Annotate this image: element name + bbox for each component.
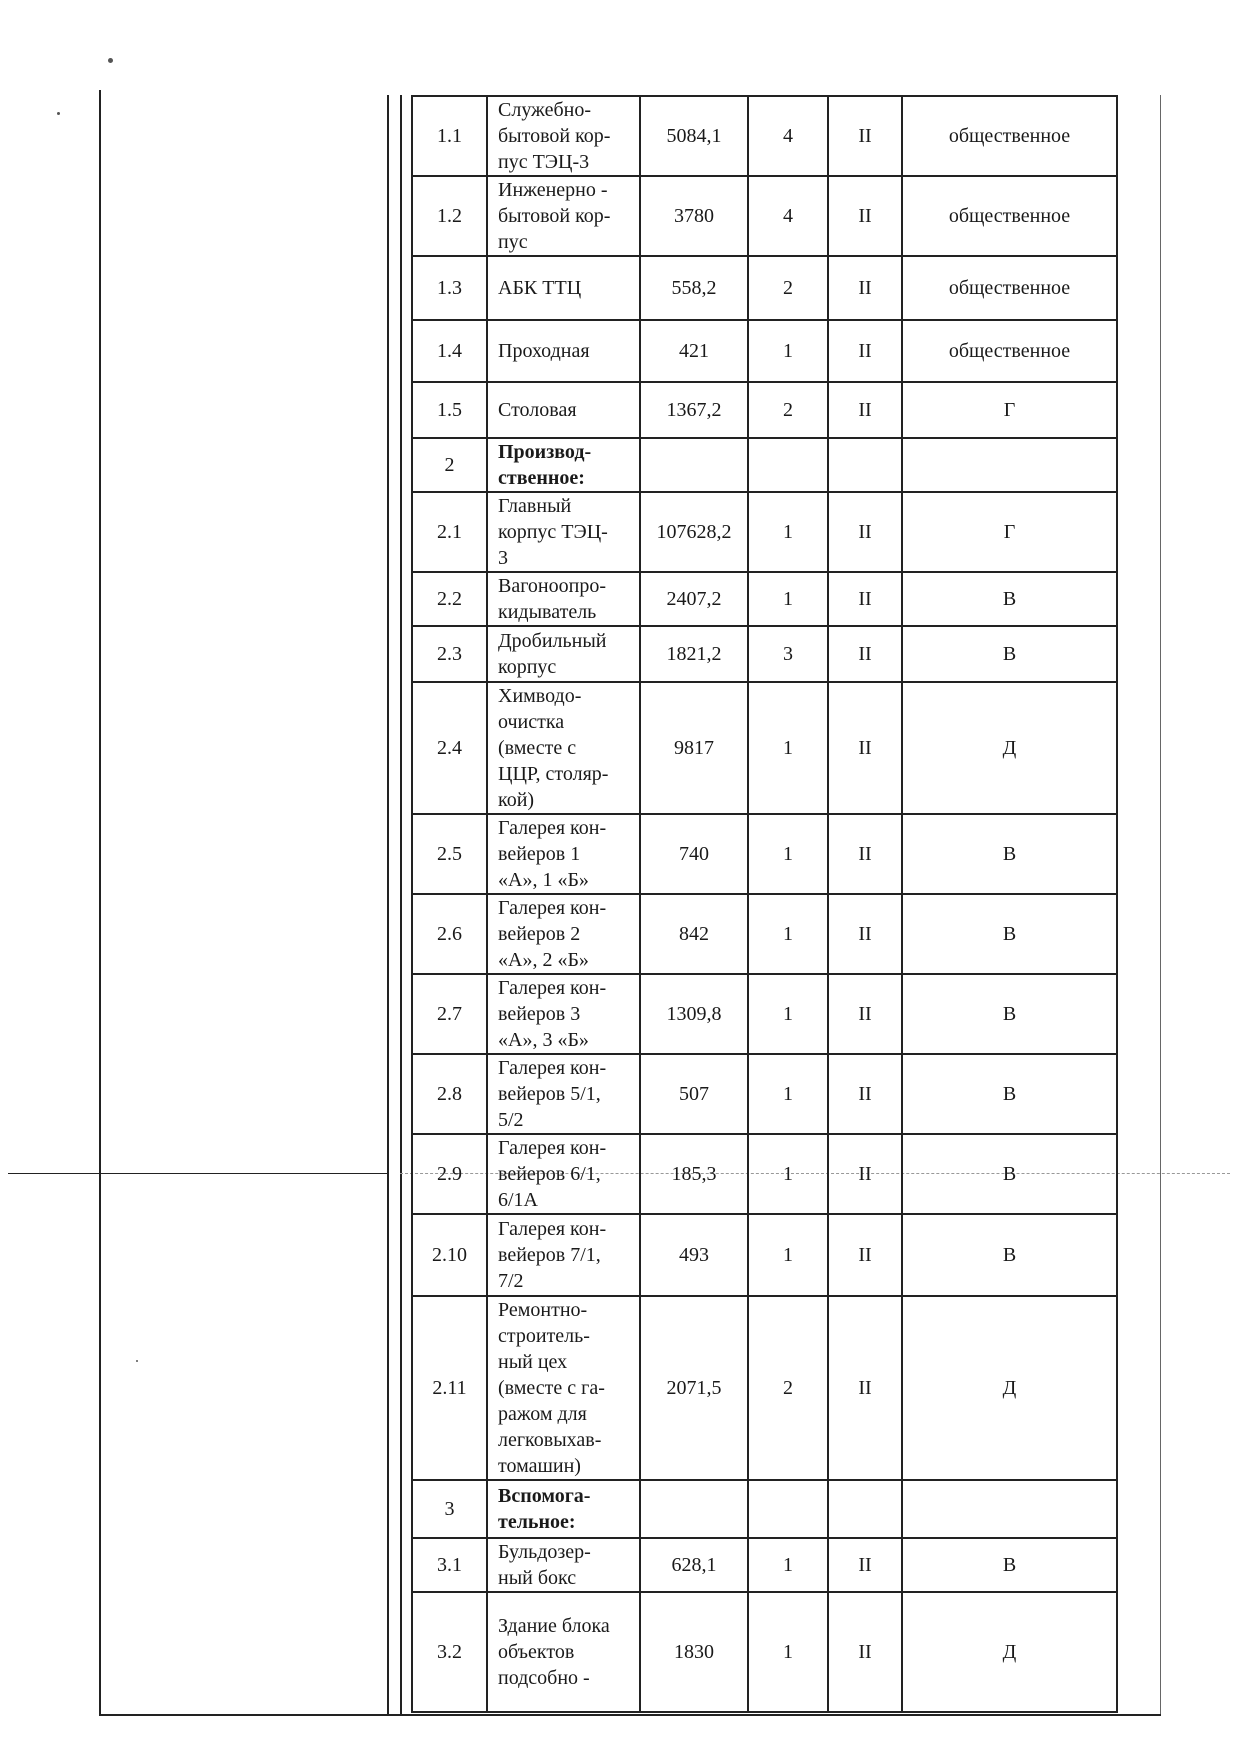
table-row — [412, 1214, 1117, 1296]
cell-category: общественное — [902, 320, 1117, 382]
cell-floors: 1 — [748, 814, 828, 894]
cell-degree: II — [828, 1134, 902, 1214]
cell-category — [902, 438, 1117, 492]
cell-floors: 4 — [748, 176, 828, 256]
cell-floors: 1 — [748, 1592, 828, 1712]
cell-name: Вагоноопро- кидыватель — [487, 572, 640, 626]
left-frame-line — [99, 90, 101, 1715]
cell-name: Галерея кон- вейеров 6/1, 6/1А — [487, 1134, 640, 1214]
cell-category: Г — [902, 382, 1117, 438]
table-row — [412, 1592, 1117, 1712]
cell-floors — [748, 438, 828, 492]
cell-area: 107628,2 — [640, 492, 748, 572]
cell-category: В — [902, 1134, 1117, 1214]
cell-name: Главный корпус ТЭЦ- 3 — [487, 492, 640, 572]
cell-floors: 1 — [748, 894, 828, 974]
cell-degree: II — [828, 96, 902, 176]
table-row — [412, 382, 1117, 438]
cell-floors: 1 — [748, 1054, 828, 1134]
cell-num: 2.6 — [412, 894, 487, 974]
inner-frame-line-1 — [387, 95, 389, 1715]
cell-degree: II — [828, 626, 902, 682]
cell-name: Производ- ственное: — [487, 438, 640, 492]
cell-num: 2.11 — [412, 1296, 487, 1480]
cell-floors: 1 — [748, 572, 828, 626]
cell-area: 740 — [640, 814, 748, 894]
cell-name: Столовая — [487, 382, 640, 438]
cell-num: 3.1 — [412, 1538, 487, 1592]
table-row — [412, 256, 1117, 320]
cell-degree — [828, 1480, 902, 1538]
table-row — [412, 814, 1117, 894]
cell-floors: 1 — [748, 492, 828, 572]
cell-area: 1309,8 — [640, 974, 748, 1054]
cell-category — [902, 1480, 1117, 1538]
table-row — [412, 974, 1117, 1054]
cell-area: 185,3 — [640, 1134, 748, 1214]
cell-name: Галерея кон- вейеров 1 «А», 1 «Б» — [487, 814, 640, 894]
cell-area: 842 — [640, 894, 748, 974]
cell-name: Галерея кон- вейеров 3 «А», 3 «Б» — [487, 974, 640, 1054]
cell-num: 2.7 — [412, 974, 487, 1054]
cell-floors: 1 — [748, 1134, 828, 1214]
cell-name: Галерея кон- вейеров 2 «А», 2 «Б» — [487, 894, 640, 974]
table-row — [412, 1480, 1117, 1538]
cell-degree: II — [828, 492, 902, 572]
cell-floors: 1 — [748, 320, 828, 382]
cell-num: 1.5 — [412, 382, 487, 438]
cell-name: Химводо- очистка (вместе с ЦЦР, столяр- кой) — [487, 682, 640, 814]
cell-floors: 1 — [748, 1538, 828, 1592]
cell-category: общественное — [902, 176, 1117, 256]
cell-area: 421 — [640, 320, 748, 382]
table-row — [412, 1296, 1117, 1480]
cell-num: 2.2 — [412, 572, 487, 626]
cell-category: В — [902, 974, 1117, 1054]
cell-num: 1.2 — [412, 176, 487, 256]
cell-floors: 2 — [748, 382, 828, 438]
cell-name: Инженерно - бытовой кор- пус — [487, 176, 640, 256]
scan-speck — [136, 1360, 138, 1362]
cell-name: Галерея кон- вейеров 5/1, 5/2 — [487, 1054, 640, 1134]
cell-category: В — [902, 1214, 1117, 1296]
cell-area: 1367,2 — [640, 382, 748, 438]
scan-speck — [108, 58, 113, 63]
cell-category: В — [902, 814, 1117, 894]
cell-area: 507 — [640, 1054, 748, 1134]
table-row — [412, 572, 1117, 626]
cell-area: 9817 — [640, 682, 748, 814]
cell-name: Бульдозер- ный бокс — [487, 1538, 640, 1592]
cell-degree: II — [828, 320, 902, 382]
cell-area: 1830 — [640, 1592, 748, 1712]
cell-degree: II — [828, 1538, 902, 1592]
inner-frame-line-2 — [400, 95, 402, 1715]
cell-degree: II — [828, 1214, 902, 1296]
cell-degree: II — [828, 974, 902, 1054]
cell-area: 2407,2 — [640, 572, 748, 626]
cell-degree — [828, 438, 902, 492]
cell-floors: 3 — [748, 626, 828, 682]
cell-category: Г — [902, 492, 1117, 572]
cell-degree: II — [828, 1296, 902, 1480]
cell-num: 3 — [412, 1480, 487, 1538]
cell-area: 3780 — [640, 176, 748, 256]
cell-category: В — [902, 1538, 1117, 1592]
cell-category: В — [902, 626, 1117, 682]
cell-degree: II — [828, 572, 902, 626]
table-row — [412, 626, 1117, 682]
fold-line — [8, 1173, 388, 1174]
cell-floors: 1 — [748, 682, 828, 814]
cell-floors: 2 — [748, 1296, 828, 1480]
cell-area — [640, 1480, 748, 1538]
cell-num: 2.1 — [412, 492, 487, 572]
cell-area: 1821,2 — [640, 626, 748, 682]
cell-num: 2.9 — [412, 1134, 487, 1214]
table-row — [412, 1054, 1117, 1134]
cell-num: 2.5 — [412, 814, 487, 894]
cell-degree: II — [828, 894, 902, 974]
cell-category: Д — [902, 1296, 1117, 1480]
cell-name: Ремонтно- строитель- ный цех (вместе с га- ражом для легковыхав- томашин) — [487, 1296, 640, 1480]
cell-category: В — [902, 1054, 1117, 1134]
cell-degree: II — [828, 256, 902, 320]
cell-degree: II — [828, 382, 902, 438]
cell-name: Здание блока объектов подсобно - — [487, 1592, 640, 1712]
right-frame-line — [1160, 95, 1161, 1715]
cell-name: Вспомога- тельное: — [487, 1480, 640, 1538]
cell-num: 2.10 — [412, 1214, 487, 1296]
scan-speck — [57, 112, 60, 115]
cell-category: В — [902, 894, 1117, 974]
cell-floors: 2 — [748, 256, 828, 320]
cell-degree: II — [828, 176, 902, 256]
cell-category: Д — [902, 682, 1117, 814]
table-row — [412, 492, 1117, 572]
cell-floors: 1 — [748, 1214, 828, 1296]
buildings-table — [411, 95, 1118, 1713]
cell-num: 2.8 — [412, 1054, 487, 1134]
cell-area: 558,2 — [640, 256, 748, 320]
cell-name: АБК ТТЦ — [487, 256, 640, 320]
table-row — [412, 320, 1117, 382]
cell-category: общественное — [902, 256, 1117, 320]
cell-floors: 1 — [748, 974, 828, 1054]
table-row — [412, 894, 1117, 974]
table-row — [412, 1538, 1117, 1592]
cell-name: Дробильный корпус — [487, 626, 640, 682]
cell-name: Галерея кон- вейеров 7/1, 7/2 — [487, 1214, 640, 1296]
cell-degree: II — [828, 814, 902, 894]
cell-floors: 4 — [748, 96, 828, 176]
cell-degree: II — [828, 682, 902, 814]
cell-floors — [748, 1480, 828, 1538]
cell-num: 3.2 — [412, 1592, 487, 1712]
cell-num: 1.1 — [412, 96, 487, 176]
cell-num: 1.4 — [412, 320, 487, 382]
cell-num: 2.4 — [412, 682, 487, 814]
table-row — [412, 1134, 1117, 1214]
cell-area: 2071,5 — [640, 1296, 748, 1480]
cell-area: 5084,1 — [640, 96, 748, 176]
cell-name: Служебно- бытовой кор- пус ТЭЦ-3 — [487, 96, 640, 176]
cell-num: 1.3 — [412, 256, 487, 320]
cell-name: Проходная — [487, 320, 640, 382]
cell-area: 493 — [640, 1214, 748, 1296]
table-row — [412, 176, 1117, 256]
bottom-frame-line — [99, 1714, 1161, 1716]
cell-num: 2 — [412, 438, 487, 492]
cell-category: общественное — [902, 96, 1117, 176]
cell-category: В — [902, 572, 1117, 626]
cell-degree: II — [828, 1592, 902, 1712]
cell-area: 628,1 — [640, 1538, 748, 1592]
cell-category: Д — [902, 1592, 1117, 1712]
table-row — [412, 438, 1117, 492]
table-row — [412, 682, 1117, 814]
cell-num: 2.3 — [412, 626, 487, 682]
table-row — [412, 96, 1117, 176]
cell-area — [640, 438, 748, 492]
cell-degree: II — [828, 1054, 902, 1134]
